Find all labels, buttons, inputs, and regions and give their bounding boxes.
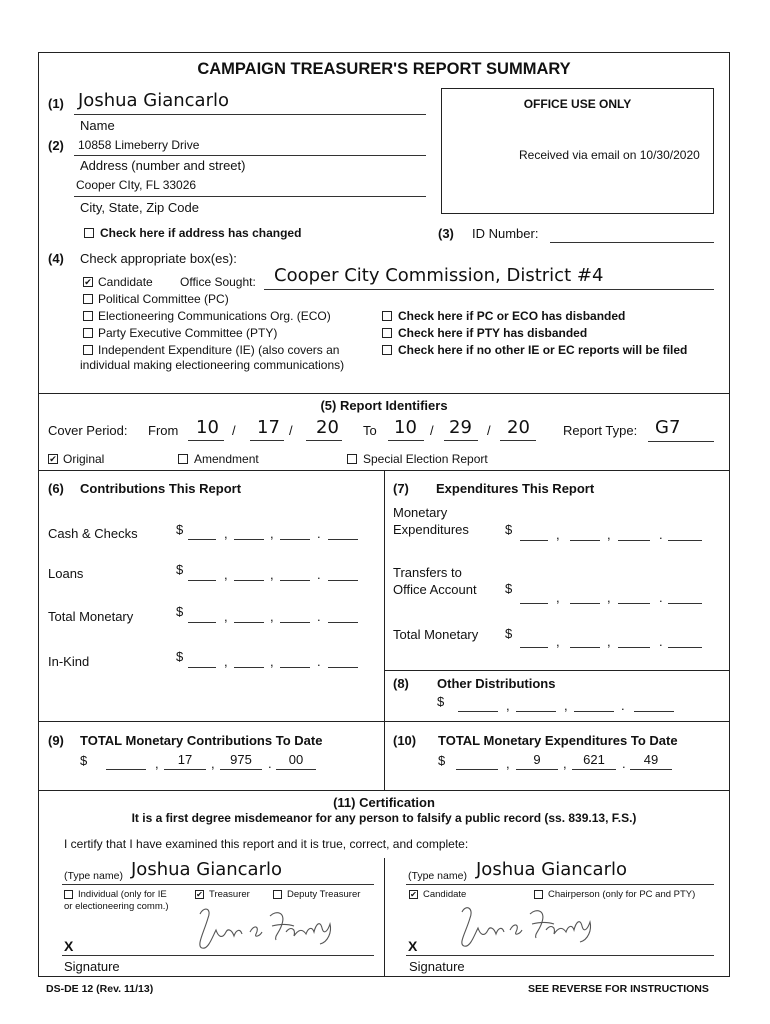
individual-checkbox[interactable] [64, 890, 73, 899]
transfers-label-1: Transfers to [393, 565, 462, 580]
section-2-number: (2) [48, 138, 64, 153]
address-label: Address (number and street) [80, 158, 246, 173]
total-expenditures-title: TOTAL Monetary Expenditures To Date [438, 733, 678, 748]
right-signature-line [406, 955, 714, 956]
chairperson-label: Chairperson (only for PC and PTY) [548, 889, 696, 900]
exp-units: 621 [583, 752, 605, 767]
comma: , [563, 756, 567, 771]
comma: , [564, 698, 568, 713]
section-4-number: (4) [48, 251, 64, 266]
dollar-sign: $ [505, 522, 513, 537]
comma: , [224, 567, 228, 582]
from-month[interactable]: 10 [196, 417, 219, 438]
name-value[interactable]: Joshua Giancarlo [78, 90, 229, 111]
report-type-underline [648, 441, 714, 442]
decimal-point: . [659, 634, 663, 649]
candidate-checkbox[interactable]: ✔ [84, 277, 92, 287]
disband-pc-checkbox[interactable] [382, 311, 392, 321]
slash: / [430, 423, 434, 438]
special-election-checkbox[interactable] [347, 454, 357, 464]
address-changed-checkbox[interactable] [84, 228, 94, 238]
report-type-label: Report Type: [563, 423, 638, 438]
contrib-thousands: 17 [177, 752, 193, 767]
treasurer-label: Treasurer [209, 889, 250, 900]
received-note: Received via email on 10/30/2020 [519, 148, 700, 162]
ie-label-line1: Independent Expenditure (IE) (also covers an [98, 343, 340, 357]
eco-label: Electioneering Communications Org. (ECO) [98, 309, 331, 323]
individual-label-1: Individual (only for IE [78, 889, 167, 900]
to-year-underline [500, 440, 536, 441]
total-contributions-title: TOTAL Monetary Contributions To Date [80, 733, 323, 748]
exp-thousands: 9 [533, 752, 541, 767]
disband-pc-label: Check here if PC or ECO has disbanded [398, 309, 626, 323]
left-signature-image [190, 902, 340, 954]
section-8-number: (8) [393, 676, 409, 691]
section-10-number: (10) [393, 733, 417, 748]
left-name-underline [62, 884, 374, 885]
report-type-value[interactable]: G7 [655, 417, 681, 438]
comma: , [224, 609, 228, 624]
ie-checkbox[interactable] [83, 345, 93, 355]
comma: , [155, 756, 159, 771]
deputy-treasurer-label: Deputy Treasurer [287, 889, 361, 900]
office-sought-underline [264, 289, 714, 290]
left-x-mark: X [64, 938, 74, 954]
comma: , [270, 567, 274, 582]
comma: , [607, 527, 611, 542]
id-number-label: ID Number: [472, 226, 539, 241]
candidate-label: Candidate [98, 275, 153, 289]
comma: , [224, 654, 228, 669]
id-number-field[interactable] [550, 242, 714, 243]
special-election-label: Special Election Report [363, 452, 488, 466]
dollar-sign: $ [176, 604, 184, 619]
comma: , [607, 590, 611, 605]
monetary-label-1: Monetary [393, 505, 448, 520]
city-value[interactable]: Cooper CIty, FL 33026 [76, 178, 197, 192]
see-reverse-instructions: SEE REVERSE FOR INSTRUCTIONS [528, 983, 709, 995]
divider-center [384, 470, 385, 790]
deputy-treasurer-checkbox[interactable] [273, 890, 282, 899]
divider-signatures [384, 858, 385, 977]
certification-title: (11) Certification [333, 795, 435, 810]
ie-label-line2: individual making electioneering communications) [80, 358, 345, 372]
dollar-sign: $ [80, 753, 88, 768]
pc-label: Political Committee (PC) [98, 292, 229, 306]
pty-checkbox[interactable] [83, 328, 93, 338]
divider-section-5 [38, 393, 730, 394]
section-6-number: (6) [48, 481, 64, 496]
decimal-point: . [659, 590, 663, 605]
right-name-underline [406, 884, 714, 885]
type-name-label-left: (Type name) [64, 870, 123, 882]
decimal-point: . [621, 698, 625, 713]
disband-pty-label: Check here if PTY has disbanded [398, 326, 588, 340]
expenditures-title: Expenditures This Report [436, 481, 595, 496]
from-label: From [148, 423, 179, 438]
section-1-number: (1) [48, 96, 64, 111]
in-kind-label: In-Kind [48, 654, 90, 669]
divider-section-9 [38, 721, 730, 722]
city-label: City, State, Zip Code [80, 200, 199, 215]
comma: , [506, 698, 510, 713]
candidate-sign-label: Candidate [423, 889, 467, 900]
office-sought-value[interactable]: Cooper City Commission, District #4 [274, 265, 604, 286]
from-year[interactable]: 20 [316, 417, 339, 438]
no-other-label: Check here if no other IE or EC reports will be filed [398, 343, 688, 357]
left-typed-name[interactable]: Joshua Giancarlo [131, 859, 282, 880]
contrib-units: 975 [230, 752, 252, 767]
to-day-underline [444, 440, 478, 441]
right-signature-label: Signature [409, 959, 465, 974]
name-underline [74, 114, 426, 115]
dollar-sign: $ [505, 626, 513, 641]
decimal-point: . [622, 756, 626, 771]
name-label: Name [80, 118, 115, 133]
left-signature-line [62, 955, 374, 956]
dollar-sign: $ [437, 694, 445, 709]
slash: / [487, 423, 491, 438]
comma: , [211, 756, 215, 771]
dollar-sign: $ [438, 753, 446, 768]
address-changed-label: Check here if address has changed [100, 226, 302, 240]
other-distributions-title: Other Distributions [437, 676, 556, 691]
total-monetary-label: Total Monetary [48, 609, 134, 624]
right-typed-name[interactable]: Joshua Giancarlo [476, 859, 627, 880]
address-value[interactable]: 10858 Limeberry Drive [78, 138, 200, 152]
transfers-label-2: Office Account [393, 582, 477, 597]
contributions-title: Contributions This Report [80, 481, 242, 496]
slash: / [289, 423, 293, 438]
individual-label-2: or electioneering comm.) [64, 901, 169, 912]
cash-checks-label: Cash & Checks [48, 526, 138, 541]
cover-period-label: Cover Period: [48, 423, 128, 438]
treasurer-checkbox[interactable]: ✔ [196, 890, 203, 899]
contrib-cents: 00 [288, 752, 304, 767]
loans-label: Loans [48, 566, 84, 581]
decimal-point: . [317, 526, 321, 541]
office-use-title: OFFICE USE ONLY [523, 97, 632, 111]
comma: , [270, 654, 274, 669]
form-number: DS-DE 12 (Rev. 11/13) [46, 983, 154, 995]
from-year-underline [306, 440, 342, 441]
type-name-label-right: (Type name) [408, 870, 467, 882]
office-sought-label: Office Sought: [180, 275, 256, 289]
form-title: CAMPAIGN TREASURER'S REPORT SUMMARY [197, 60, 571, 78]
comma: , [224, 526, 228, 541]
original-label: Original [63, 452, 105, 466]
to-month[interactable]: 10 [394, 417, 417, 438]
original-checkbox[interactable]: ✔ [49, 454, 57, 464]
left-signature-label: Signature [64, 959, 120, 974]
comma: , [270, 609, 274, 624]
decimal-point: . [317, 567, 321, 582]
comma: , [556, 527, 560, 542]
monetary-label-2: Expenditures [393, 522, 469, 537]
dollar-sign: $ [505, 581, 513, 596]
section-3-number: (3) [438, 226, 454, 241]
chairperson-checkbox[interactable] [534, 890, 543, 899]
dollar-sign: $ [176, 649, 184, 664]
to-month-underline [388, 440, 424, 441]
comma: , [556, 590, 560, 605]
pty-label: Party Executive Committee (PTY) [98, 326, 278, 340]
city-underline [74, 196, 426, 197]
certification-statement: I certify that I have examined this report and it is true, correct, and complete: [64, 837, 469, 851]
disband-pty-checkbox[interactable] [382, 328, 392, 338]
report-identifiers-title: (5) Report Identifiers [320, 398, 448, 413]
from-day-underline [250, 440, 284, 441]
decimal-point: . [268, 756, 272, 771]
divider-section-8 [384, 670, 730, 671]
check-boxes-label: Check appropriate box(es): [80, 251, 237, 266]
decimal-point: . [659, 527, 663, 542]
amendment-label: Amendment [194, 452, 259, 466]
no-other-checkbox[interactable] [382, 345, 392, 355]
pc-checkbox[interactable] [83, 294, 93, 304]
divider-section-11 [38, 790, 730, 791]
dollar-sign: $ [176, 562, 184, 577]
dollar-sign: $ [176, 522, 184, 537]
amendment-checkbox[interactable] [178, 454, 188, 464]
exp-cents: 49 [643, 752, 659, 767]
comma: , [270, 526, 274, 541]
right-signature-image [452, 902, 602, 954]
from-day[interactable]: 17 [257, 417, 280, 438]
total-monetary-exp-label: Total Monetary [393, 627, 479, 642]
certification-warning: It is a first degree misdemeanor for any person to falsify a public record (ss. 839.13, F.S.) [131, 811, 637, 825]
comma: , [556, 634, 560, 649]
comma: , [506, 756, 510, 771]
candidate-sign-checkbox[interactable]: ✔ [410, 890, 417, 899]
section-9-number: (9) [48, 733, 64, 748]
section-7-number: (7) [393, 481, 409, 496]
slash: / [232, 423, 236, 438]
comma: , [607, 634, 611, 649]
address-underline [74, 155, 426, 156]
eco-checkbox[interactable] [83, 311, 93, 321]
decimal-point: . [317, 654, 321, 669]
to-year[interactable]: 20 [507, 417, 530, 438]
right-x-mark: X [408, 938, 418, 954]
decimal-point: . [317, 609, 321, 624]
from-month-underline [188, 440, 224, 441]
to-label: To [363, 423, 377, 438]
to-day[interactable]: 29 [449, 417, 472, 438]
